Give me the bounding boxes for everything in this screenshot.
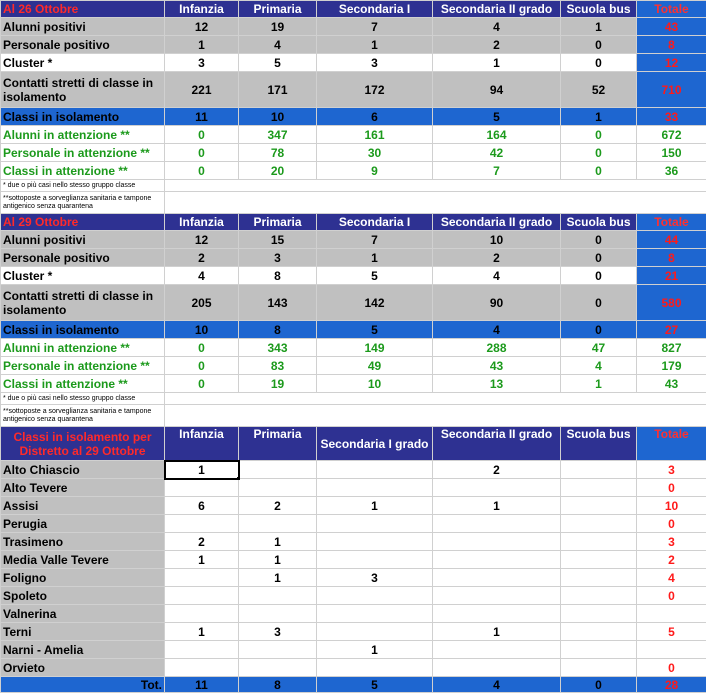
col-infanzia: Infanzia: [165, 214, 239, 231]
cell[interactable]: 0: [561, 54, 637, 72]
cell[interactable]: 1: [239, 569, 317, 587]
table-row: [1, 231, 706, 249]
cell[interactable]: 3: [239, 623, 317, 641]
cell[interactable]: [165, 659, 239, 677]
cell[interactable]: 1: [239, 533, 317, 551]
cell[interactable]: 0: [561, 144, 637, 162]
cell[interactable]: 9: [317, 162, 433, 180]
district-label: Alto Chiascio: [1, 461, 165, 479]
cell[interactable]: 0: [561, 677, 637, 693]
cell[interactable]: [317, 461, 433, 479]
row-label: Personale positivo: [1, 36, 165, 54]
district-row: [1, 533, 706, 551]
total-cell[interactable]: [637, 605, 706, 623]
total-cell[interactable]: 43: [637, 18, 706, 36]
cell[interactable]: 149: [317, 339, 433, 357]
cell[interactable]: 3: [317, 54, 433, 72]
col-secondaria-i: Secondaria I: [317, 1, 433, 18]
total-cell[interactable]: 827: [637, 339, 706, 357]
cell[interactable]: [561, 461, 637, 479]
row-label: Alunni positivi: [1, 231, 165, 249]
cell[interactable]: 0: [561, 126, 637, 144]
cell[interactable]: 0: [561, 285, 637, 321]
district-label: Foligno: [1, 569, 165, 587]
cell[interactable]: 2: [433, 249, 561, 267]
col-scuola-bus: Scuola bus: [561, 427, 637, 461]
cell[interactable]: 15: [239, 231, 317, 249]
cell[interactable]: 19: [239, 18, 317, 36]
cell[interactable]: [433, 551, 561, 569]
cell[interactable]: 4: [433, 18, 561, 36]
table-row: [1, 285, 706, 321]
total-cell[interactable]: 150: [637, 144, 706, 162]
cell[interactable]: 0: [561, 162, 637, 180]
cell[interactable]: 5: [317, 677, 433, 693]
district-label: Trasimeno: [1, 533, 165, 551]
cell[interactable]: 143: [239, 285, 317, 321]
total-cell[interactable]: 5: [637, 623, 706, 641]
cell[interactable]: 20: [239, 162, 317, 180]
cell[interactable]: [165, 515, 239, 533]
cell[interactable]: [433, 587, 561, 605]
district-row: [1, 587, 706, 605]
header-row-district: [1, 427, 706, 461]
cell[interactable]: 3: [239, 249, 317, 267]
total-cell[interactable]: 3: [637, 461, 706, 479]
cell[interactable]: [239, 515, 317, 533]
district-row: [1, 659, 706, 677]
cell[interactable]: 2: [165, 533, 239, 551]
col-infanzia: Infanzia: [165, 427, 239, 461]
cell[interactable]: 4: [433, 267, 561, 285]
table-row: [1, 54, 706, 72]
cell[interactable]: 10: [317, 375, 433, 393]
cell[interactable]: 288: [433, 339, 561, 357]
cell[interactable]: [433, 641, 561, 659]
cell[interactable]: 3: [317, 569, 433, 587]
cell[interactable]: 172: [317, 72, 433, 108]
col-primaria: Primaria: [239, 214, 317, 231]
table-row: [1, 339, 706, 357]
cell[interactable]: 5: [239, 54, 317, 72]
total-cell[interactable]: 44: [637, 231, 706, 249]
row-label: Contatti stretti di classe in isolamento: [1, 285, 165, 321]
cell[interactable]: 8: [239, 321, 317, 339]
empty-cells: [165, 192, 706, 214]
cell[interactable]: [433, 515, 561, 533]
total-cell[interactable]: 0: [637, 515, 706, 533]
cell[interactable]: 8: [239, 267, 317, 285]
cell[interactable]: 42: [433, 144, 561, 162]
total-cell[interactable]: 43: [637, 375, 706, 393]
cell[interactable]: 0: [165, 357, 239, 375]
cell[interactable]: 8: [239, 677, 317, 693]
cell[interactable]: [433, 479, 561, 497]
cell[interactable]: [561, 569, 637, 587]
table-row: [1, 126, 706, 144]
col-secondaria-ii: Secondaria II grado: [433, 1, 561, 18]
cell[interactable]: [561, 641, 637, 659]
total-cell[interactable]: 27: [637, 321, 706, 339]
total-cell[interactable]: 2: [637, 551, 706, 569]
empty-cells: [165, 393, 706, 405]
total-cell[interactable]: 4: [637, 569, 706, 587]
district-label: Assisi: [1, 497, 165, 515]
cell[interactable]: 2: [433, 36, 561, 54]
cell[interactable]: 19: [239, 375, 317, 393]
table-row: [1, 108, 706, 126]
total-cell[interactable]: [637, 641, 706, 659]
cell[interactable]: 0: [165, 162, 239, 180]
cell[interactable]: [433, 605, 561, 623]
cell[interactable]: [239, 587, 317, 605]
cell[interactable]: [317, 623, 433, 641]
total-cell[interactable]: 179: [637, 357, 706, 375]
cell[interactable]: [433, 569, 561, 587]
cell[interactable]: [433, 659, 561, 677]
cell[interactable]: [561, 533, 637, 551]
cell[interactable]: 1: [561, 108, 637, 126]
cell[interactable]: 1: [317, 36, 433, 54]
cell[interactable]: 4: [433, 677, 561, 693]
cell[interactable]: 1: [561, 18, 637, 36]
cell[interactable]: 0: [561, 231, 637, 249]
footnote-cluster: * due o più casi nello stesso gruppo classe: [1, 393, 165, 405]
total-cell[interactable]: 710: [637, 72, 706, 108]
col-secondaria-i: Secondaria I grado: [317, 427, 433, 461]
table-row: [1, 18, 706, 36]
cell[interactable]: 1: [165, 36, 239, 54]
cell[interactable]: 30: [317, 144, 433, 162]
cell[interactable]: [165, 641, 239, 659]
selected-cell[interactable]: 1: [165, 461, 239, 479]
district-row: [1, 497, 706, 515]
cell[interactable]: 1: [317, 249, 433, 267]
cell[interactable]: [317, 515, 433, 533]
total-cell[interactable]: 33: [637, 108, 706, 126]
col-totale: Totale: [637, 427, 706, 461]
cell[interactable]: [561, 515, 637, 533]
col-infanzia: Infanzia: [165, 1, 239, 18]
cell[interactable]: [317, 587, 433, 605]
footnote-attention: **sottoposte a sorveglianza sanitaria e tampone antigenico senza quarantena: [1, 405, 165, 427]
table-row: [1, 144, 706, 162]
cell[interactable]: 10: [165, 321, 239, 339]
row-label: Personale in attenzione **: [1, 144, 165, 162]
cell[interactable]: 1: [165, 551, 239, 569]
row-label: Classi in attenzione **: [1, 375, 165, 393]
cell[interactable]: 1: [433, 623, 561, 641]
cell[interactable]: 0: [561, 321, 637, 339]
total-cell[interactable]: 21: [637, 267, 706, 285]
cell[interactable]: 0: [561, 267, 637, 285]
table-row: [1, 375, 706, 393]
district-row: [1, 623, 706, 641]
cell[interactable]: [561, 551, 637, 569]
row-label: Classi in isolamento: [1, 321, 165, 339]
date-header: Al 29 Ottobre: [1, 214, 165, 231]
col-totale: Totale: [637, 214, 706, 231]
cell[interactable]: [165, 587, 239, 605]
cell[interactable]: 83: [239, 357, 317, 375]
cell[interactable]: 343: [239, 339, 317, 357]
footnote-attention: **sottoposte a sorveglianza sanitaria e tampone antigenico senza quarantena: [1, 192, 165, 214]
district-row: [1, 461, 706, 479]
total-cell[interactable]: 10: [637, 497, 706, 515]
cell[interactable]: 1: [165, 623, 239, 641]
cell[interactable]: [239, 605, 317, 623]
cell[interactable]: 7: [433, 162, 561, 180]
cell[interactable]: [317, 659, 433, 677]
header-row-29-october: [1, 214, 706, 231]
col-totale: Totale: [637, 1, 706, 18]
district-label: Perugia: [1, 515, 165, 533]
cell[interactable]: 11: [165, 108, 239, 126]
row-label: Alunni in attenzione **: [1, 126, 165, 144]
empty-cells: [165, 180, 706, 192]
total-label: Tot.: [1, 677, 165, 693]
row-label: Contatti stretti di classe in isolamento: [1, 72, 165, 108]
cell[interactable]: 4: [433, 321, 561, 339]
cell[interactable]: 1: [317, 497, 433, 515]
district-row: [1, 515, 706, 533]
district-label: Terni: [1, 623, 165, 641]
cell[interactable]: 0: [165, 126, 239, 144]
cell[interactable]: 0: [165, 144, 239, 162]
cell[interactable]: 11: [165, 677, 239, 693]
cell[interactable]: [317, 551, 433, 569]
cell[interactable]: [239, 659, 317, 677]
district-label: Orvieto: [1, 659, 165, 677]
total-cell[interactable]: 3: [637, 533, 706, 551]
cell[interactable]: [239, 461, 317, 479]
cell[interactable]: [561, 497, 637, 515]
cell[interactable]: 7: [317, 18, 433, 36]
total-cell[interactable]: 36: [637, 162, 706, 180]
cell[interactable]: [561, 605, 637, 623]
district-row: [1, 551, 706, 569]
footnote-cluster: * due o più casi nello stesso gruppo classe: [1, 180, 165, 192]
footnote-row: [1, 405, 706, 427]
col-scuola-bus: Scuola bus: [561, 214, 637, 231]
cell[interactable]: [239, 641, 317, 659]
district-label: Media Valle Tevere: [1, 551, 165, 569]
cell[interactable]: [561, 587, 637, 605]
cell[interactable]: 10: [433, 231, 561, 249]
cell[interactable]: 0: [561, 36, 637, 54]
date-header: Al 26 Ottobre: [1, 1, 165, 18]
col-secondaria-ii: Secondaria II grado: [433, 427, 561, 461]
cell[interactable]: 1: [433, 497, 561, 515]
cell[interactable]: 347: [239, 126, 317, 144]
cell[interactable]: 10: [239, 108, 317, 126]
cell[interactable]: 6: [317, 108, 433, 126]
district-label: Alto Tevere: [1, 479, 165, 497]
cell[interactable]: [561, 479, 637, 497]
col-primaria: Primaria: [239, 1, 317, 18]
district-label: Spoleto: [1, 587, 165, 605]
footnote-row: [1, 192, 706, 214]
cell[interactable]: [239, 479, 317, 497]
cell[interactable]: [317, 479, 433, 497]
table-row: [1, 162, 706, 180]
cell[interactable]: 78: [239, 144, 317, 162]
cell[interactable]: 43: [433, 357, 561, 375]
cell[interactable]: 3: [165, 54, 239, 72]
district-row: [1, 569, 706, 587]
total-cell[interactable]: 0: [637, 479, 706, 497]
cell[interactable]: 1: [561, 375, 637, 393]
row-label: Cluster *: [1, 54, 165, 72]
total-cell[interactable]: 0: [637, 587, 706, 605]
footnote-row: [1, 180, 706, 192]
total-cell[interactable]: 28: [637, 677, 706, 693]
table-row: [1, 267, 706, 285]
row-label: Personale positivo: [1, 249, 165, 267]
cell[interactable]: 164: [433, 126, 561, 144]
col-secondaria-i: Secondaria I: [317, 214, 433, 231]
cell[interactable]: 94: [433, 72, 561, 108]
cell[interactable]: 2: [239, 497, 317, 515]
total-cell[interactable]: 0: [637, 659, 706, 677]
row-label: Classi in isolamento: [1, 108, 165, 126]
table-row: [1, 357, 706, 375]
row-label: Classi in attenzione **: [1, 162, 165, 180]
cell[interactable]: [317, 605, 433, 623]
cell[interactable]: 1: [239, 551, 317, 569]
row-label: Personale in attenzione **: [1, 357, 165, 375]
district-row: [1, 479, 706, 497]
table-row: [1, 72, 706, 108]
cell[interactable]: 5: [317, 267, 433, 285]
footnote-row: [1, 393, 706, 405]
district-total-row: [1, 677, 706, 693]
cell[interactable]: [317, 533, 433, 551]
col-scuola-bus: Scuola bus: [561, 1, 637, 18]
table-row: [1, 36, 706, 54]
cell[interactable]: [165, 569, 239, 587]
empty-cells: [165, 405, 706, 427]
cell[interactable]: 7: [317, 231, 433, 249]
cell[interactable]: 0: [165, 375, 239, 393]
row-label: Alunni positivi: [1, 18, 165, 36]
col-primaria: Primaria: [239, 427, 317, 461]
total-cell[interactable]: 8: [637, 249, 706, 267]
total-cell[interactable]: 12: [637, 54, 706, 72]
cell[interactable]: 4: [165, 267, 239, 285]
cell[interactable]: 0: [561, 249, 637, 267]
cell[interactable]: 4: [239, 36, 317, 54]
cell[interactable]: 4: [561, 357, 637, 375]
district-label: Valnerina: [1, 605, 165, 623]
col-secondaria-ii: Secondaria II grado: [433, 214, 561, 231]
total-cell[interactable]: 672: [637, 126, 706, 144]
cell[interactable]: 5: [317, 321, 433, 339]
cell[interactable]: 205: [165, 285, 239, 321]
cell[interactable]: 2: [165, 249, 239, 267]
cell[interactable]: [165, 605, 239, 623]
cell[interactable]: 161: [317, 126, 433, 144]
cell[interactable]: 2: [433, 461, 561, 479]
header-row-26-october: [1, 1, 706, 18]
cell[interactable]: 90: [433, 285, 561, 321]
table-row: [1, 249, 706, 267]
cell[interactable]: 12: [165, 231, 239, 249]
cell[interactable]: [433, 533, 561, 551]
row-label: Cluster *: [1, 267, 165, 285]
cell[interactable]: 52: [561, 72, 637, 108]
cell[interactable]: 5: [433, 108, 561, 126]
cell[interactable]: [561, 659, 637, 677]
cell[interactable]: 6: [165, 497, 239, 515]
total-cell[interactable]: 580: [637, 285, 706, 321]
cell[interactable]: 142: [317, 285, 433, 321]
row-label: Alunni in attenzione **: [1, 339, 165, 357]
district-row: [1, 605, 706, 623]
cell[interactable]: [165, 479, 239, 497]
district-row: [1, 641, 706, 659]
cell[interactable]: 1: [433, 54, 561, 72]
total-cell[interactable]: 8: [637, 36, 706, 54]
cell[interactable]: 12: [165, 18, 239, 36]
district-header: Classi in isolamento per Distretto al 29 Ottobre: [1, 427, 165, 461]
cell[interactable]: 221: [165, 72, 239, 108]
cell[interactable]: [561, 623, 637, 641]
cell[interactable]: 49: [317, 357, 433, 375]
district-label: Narni - Amelia: [1, 641, 165, 659]
cell[interactable]: 13: [433, 375, 561, 393]
cell[interactable]: 1: [317, 641, 433, 659]
cell[interactable]: 0: [165, 339, 239, 357]
cell[interactable]: 47: [561, 339, 637, 357]
table-row: [1, 321, 706, 339]
cell[interactable]: 171: [239, 72, 317, 108]
